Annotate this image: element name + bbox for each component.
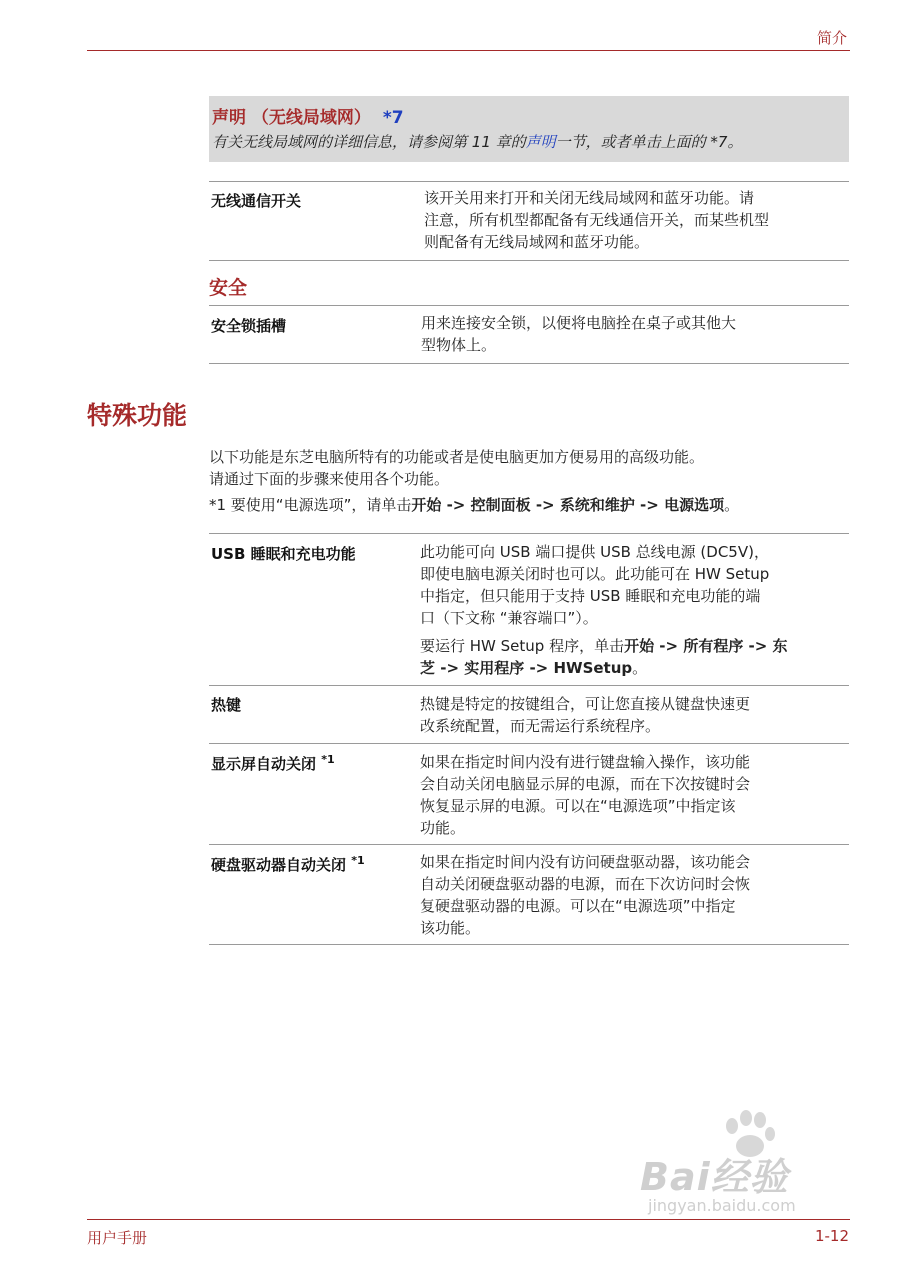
table-rule bbox=[209, 944, 849, 945]
usb-desc bbox=[420, 541, 845, 679]
section-title: 特殊功能 bbox=[87, 401, 188, 430]
desc-line: 恢复显示屏的电源。可以在“电源选项”中指定该 bbox=[420, 797, 736, 815]
table-rule bbox=[209, 844, 849, 845]
display-off-term-text: 显示屏自动关闭 bbox=[211, 755, 317, 773]
page-number: 1-12 bbox=[814, 1227, 849, 1245]
footnote-path: 开始 -> 控制面板 -> 系统和维护 -> 电源选项 bbox=[411, 496, 725, 514]
table-rule bbox=[209, 305, 849, 306]
table-rule bbox=[209, 685, 849, 686]
desc-line: 该开关用来打开和关闭无线局域网和蓝牙功能。请 bbox=[424, 189, 755, 207]
extra-path1: 开始 -> 所有程序 -> 东 bbox=[624, 637, 788, 655]
note-text bbox=[212, 131, 742, 152]
hdd-off-desc bbox=[420, 851, 845, 939]
desc-line: 此功能可向 USB 端口提供 USB 总线电源 (DC5V)， bbox=[420, 543, 769, 561]
watermark-text: Bai经验 bbox=[640, 1155, 789, 1199]
desc-line: 如果在指定时间内没有访问硬盘驱动器，该功能会 bbox=[420, 853, 751, 871]
hotkey-desc bbox=[420, 693, 845, 737]
desc-line: 复硬盘驱动器的电源。可以在“电源选项”中指定 bbox=[420, 897, 736, 915]
table-rule bbox=[209, 181, 849, 182]
usb-term: USB 睡眠和充电功能 bbox=[211, 545, 356, 563]
watermark bbox=[640, 1140, 850, 1220]
note-text-prefix: 有关无线局域网的详细信息，请参阅第 11 章的 bbox=[212, 133, 526, 151]
desc-line: 口（下文称 “兼容端口”）。 bbox=[420, 609, 598, 627]
footnote-marker: *1 bbox=[321, 753, 335, 766]
footnote-marker: *1 bbox=[351, 854, 365, 867]
header-rule bbox=[87, 50, 850, 51]
intro-text bbox=[209, 446, 849, 516]
intro-line: 请通过下面的步骤来使用各个功能。 bbox=[209, 470, 450, 488]
security-heading: 安全 bbox=[209, 277, 248, 299]
display-off-term bbox=[211, 753, 335, 774]
security-desc bbox=[421, 312, 846, 356]
desc-line: 注意，所有机型都配备有无线通信开关，而某些机型 bbox=[424, 211, 770, 229]
footnote-suffix: 。 bbox=[724, 496, 740, 514]
note-text-suffix: 一节，或者单击上面的 *7。 bbox=[555, 133, 743, 151]
extra-suffix: 。 bbox=[632, 659, 648, 677]
note-declaration-link[interactable]: 声明 bbox=[525, 133, 556, 151]
extra-prefix: 要运行 HW Setup 程序，单击 bbox=[420, 637, 625, 655]
wireless-term: 无线通信开关 bbox=[211, 192, 302, 210]
watermark-url: jingyan.baidu.com bbox=[648, 1196, 796, 1215]
header-title: 简介 bbox=[816, 29, 847, 47]
footnote-prefix: *1 要使用“电源选项”，请单击 bbox=[209, 496, 412, 514]
security-term: 安全锁插槽 bbox=[211, 317, 287, 335]
desc-line: 自动关闭硬盘驱动器的电源，而在下次访问时会恢 bbox=[420, 875, 751, 893]
desc-line: 功能。 bbox=[420, 819, 466, 837]
table-rule bbox=[209, 363, 849, 364]
hotkey-term: 热键 bbox=[211, 696, 242, 714]
desc-line: 热键是特定的按键组合，可让您直接从键盘快速更 bbox=[420, 695, 751, 713]
desc-line: 会自动关闭电脑显示屏的电源，而在下次按键时会 bbox=[420, 775, 751, 793]
desc-extra bbox=[420, 635, 845, 679]
wireless-desc bbox=[424, 187, 849, 253]
desc-line: 改系统配置，而无需运行系统程序。 bbox=[420, 717, 661, 735]
footer-rule bbox=[87, 1219, 850, 1220]
desc-line: 中指定，但只能用于支持 USB 睡眠和充电功能的端 bbox=[420, 587, 761, 605]
extra-path2: 芝 -> 实用程序 -> HWSetup bbox=[420, 659, 633, 677]
table-rule bbox=[209, 743, 849, 744]
desc-line: 该功能。 bbox=[420, 919, 481, 937]
desc-line: 如果在指定时间内没有进行键盘输入操作，该功能 bbox=[420, 753, 751, 771]
table-rule bbox=[209, 260, 849, 261]
desc-line: 则配备有无线局域网和蓝牙功能。 bbox=[424, 233, 650, 251]
note-title bbox=[212, 103, 404, 128]
desc-line: 即使电脑电源关闭时也可以。此功能可在 HW Setup bbox=[420, 565, 770, 583]
intro-line: 以下功能是东芝电脑所特有的功能或者是使电脑更加方便易用的高级功能。 bbox=[209, 448, 705, 466]
hdd-off-term-text: 硬盘驱动器自动关闭 bbox=[211, 856, 347, 874]
note-title-text: 声明 （无线局域网） bbox=[212, 108, 371, 128]
note-ref-link[interactable]: *7 bbox=[382, 108, 404, 128]
display-off-desc bbox=[420, 751, 845, 839]
note-box bbox=[209, 96, 849, 162]
table-rule bbox=[209, 533, 849, 534]
desc-line: 型物体上。 bbox=[421, 336, 497, 354]
footer-manual-title: 用户手册 bbox=[87, 1229, 148, 1247]
hdd-off-term bbox=[211, 854, 365, 875]
desc-line: 用来连接安全锁，以便将电脑拴在桌子或其他大 bbox=[421, 314, 737, 332]
footnote bbox=[209, 494, 849, 516]
